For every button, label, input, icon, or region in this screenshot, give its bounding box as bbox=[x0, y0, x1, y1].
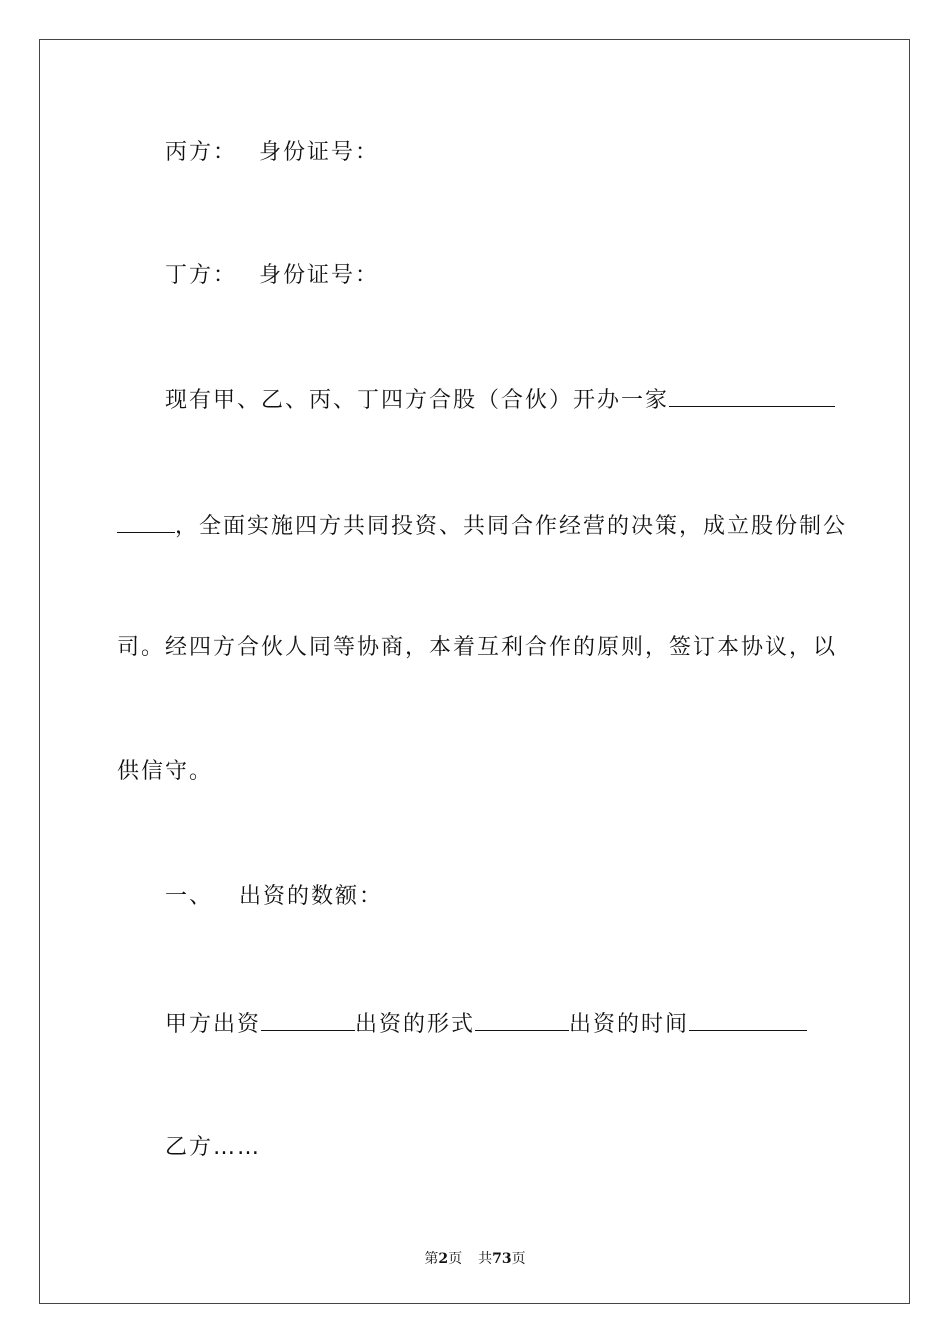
intro-text-4: 供信守。 bbox=[117, 759, 214, 784]
intro-text-3: 司。经四方合伙人同等协商，本着互利合作的原则，签订本协议，以 bbox=[117, 635, 838, 660]
invest-amount-blank bbox=[261, 1008, 355, 1031]
intro-line-4 bbox=[117, 757, 213, 787]
party-a-invest-label: 甲方出资 bbox=[165, 1012, 262, 1037]
section-1-number: 一、 bbox=[165, 884, 214, 909]
intro-text-1: 现有甲、乙、丙、丁四方合股（合伙）开办一家 bbox=[165, 388, 670, 413]
page-border bbox=[39, 39, 910, 1304]
footer-page-number: 2 bbox=[438, 1251, 449, 1267]
footer-prefix: 第 bbox=[424, 1251, 439, 1267]
party-c-label: 丙方： bbox=[165, 140, 238, 165]
party-b-text: 乙方…… bbox=[165, 1135, 262, 1160]
party-d-line bbox=[165, 261, 379, 291]
party-c-line bbox=[165, 138, 379, 168]
footer-total-pages: 73 bbox=[492, 1251, 512, 1267]
party-d-label: 丁方： bbox=[165, 263, 238, 288]
invest-time-blank bbox=[689, 1008, 807, 1031]
page-footer bbox=[0, 1248, 950, 1268]
company-name-blank-cont bbox=[117, 510, 175, 533]
party-c-id-label: 身份证号： bbox=[259, 140, 380, 165]
party-b-line bbox=[165, 1133, 261, 1163]
company-name-blank bbox=[669, 384, 835, 407]
party-a-invest-line bbox=[165, 1008, 807, 1040]
section-1-heading bbox=[165, 882, 383, 912]
footer-page-unit: 页 bbox=[448, 1251, 463, 1267]
intro-line-2 bbox=[117, 510, 847, 542]
intro-text-2: ，全面实施四方共同投资、共同合作经营的决策，成立股份制公 bbox=[175, 514, 848, 539]
invest-time-label: 出资的时间 bbox=[569, 1012, 690, 1037]
footer-total-prefix: 共 bbox=[478, 1251, 493, 1267]
party-d-id-label: 身份证号： bbox=[259, 263, 380, 288]
invest-form-label: 出资的形式 bbox=[355, 1012, 476, 1037]
intro-line-3 bbox=[117, 633, 837, 663]
section-1-title: 出资的数额： bbox=[239, 884, 384, 909]
footer-total-unit: 页 bbox=[511, 1251, 526, 1267]
intro-line-1 bbox=[165, 384, 835, 416]
invest-form-blank bbox=[475, 1008, 569, 1031]
